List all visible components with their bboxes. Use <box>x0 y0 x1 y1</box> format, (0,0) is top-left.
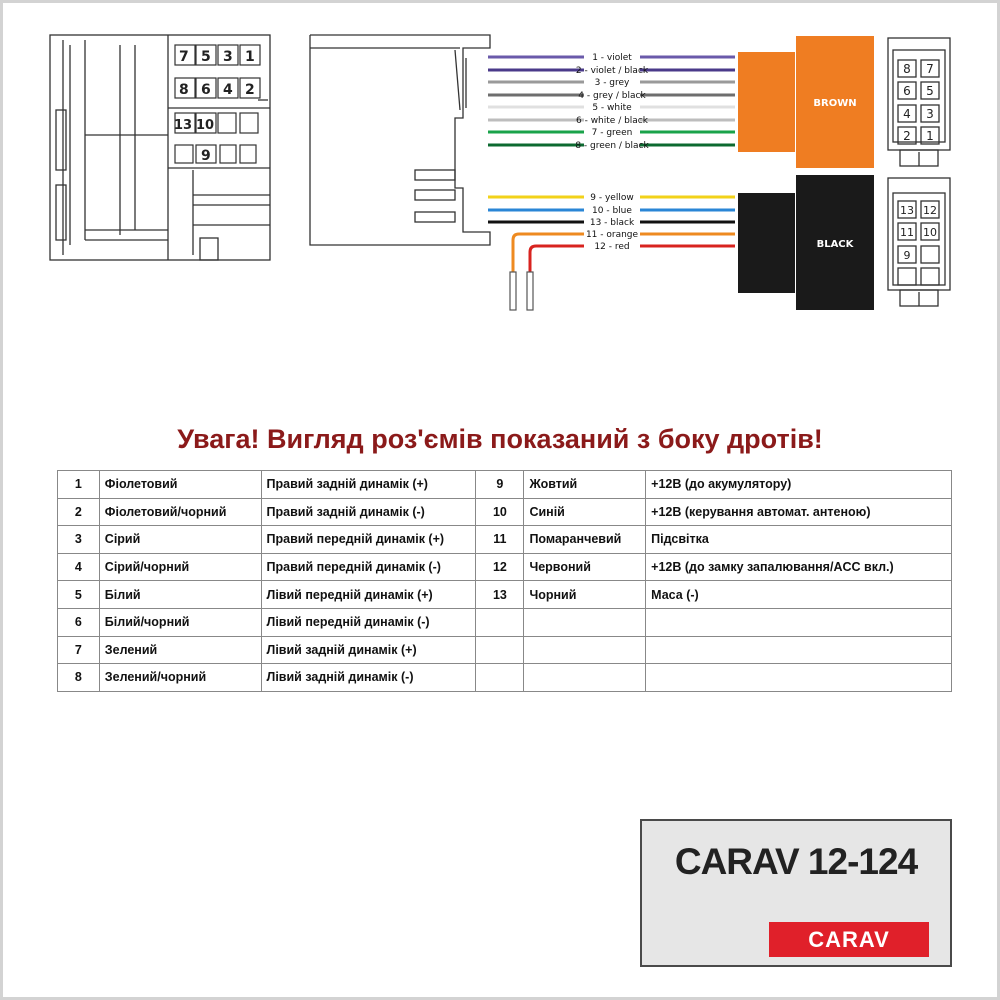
left-pin-13: 13 <box>174 118 193 133</box>
left-pin-3: 3 <box>223 49 233 65</box>
brown-label: BROWN <box>813 98 857 109</box>
left-pin-6: 6 <box>201 82 211 98</box>
wire-label: 4 - grey / black <box>578 91 646 101</box>
wire-label: 6 - white / black <box>576 116 648 126</box>
wire-label: 11 - orange <box>585 230 639 240</box>
wire-label: 3 - grey <box>594 78 630 88</box>
brown-pin-3: 3 <box>926 107 934 121</box>
table-cell <box>524 608 646 636</box>
table-cell <box>524 664 646 692</box>
black-pin-12: 12 <box>923 204 937 217</box>
table-cell: 12 <box>476 553 524 581</box>
black-pin-10: 10 <box>923 226 937 239</box>
table-cell: Правий передній динамік (-) <box>261 553 476 581</box>
wire-label: 8 - green / black <box>575 141 649 151</box>
table-cell: Білий/чорний <box>99 608 261 636</box>
brown-pin-1: 1 <box>926 129 934 143</box>
wire-label: 7 - green <box>591 128 633 138</box>
table-cell: Фіолетовий <box>99 471 261 499</box>
table-cell: Синій <box>524 498 646 526</box>
brown-block-back <box>738 52 795 152</box>
black-pin-9: 9 <box>903 249 911 262</box>
table-cell: Зелений/чорний <box>99 664 261 692</box>
brown-pin-5: 5 <box>926 84 934 98</box>
table-cell: Жовтий <box>524 471 646 499</box>
table-cell: 8 <box>58 664 100 692</box>
warning-title: Увага! Вигляд роз'ємів показаний з боку дротів! <box>177 424 823 454</box>
table-cell: Червоний <box>524 553 646 581</box>
wire-label: 1 - violet <box>592 53 632 63</box>
table-cell: Сірий/чорний <box>99 553 261 581</box>
wire-label: 2 - violet / black <box>575 66 649 76</box>
brown-pin-4: 4 <box>903 107 911 121</box>
table-cell: Лівий задній динамік (+) <box>261 636 476 664</box>
left-pin-9: 9 <box>201 148 211 164</box>
left-pin-10: 10 <box>196 118 215 133</box>
table-row <box>58 636 952 664</box>
table-row <box>58 553 952 581</box>
left-pin-4: 4 <box>223 82 233 98</box>
table-cell <box>476 664 524 692</box>
wire-label: 13 - black <box>589 218 635 228</box>
table-cell <box>476 608 524 636</box>
table-cell: 1 <box>58 471 100 499</box>
table-cell: Лівий задній динамік (-) <box>261 664 476 692</box>
table-row <box>58 498 952 526</box>
brown-pin-2: 2 <box>903 129 911 143</box>
wire-label: 12 - red <box>594 242 630 252</box>
brown-pin-6: 6 <box>903 84 911 98</box>
brand-box <box>640 819 952 967</box>
left-pin-8: 8 <box>179 82 189 98</box>
table-cell: 3 <box>58 526 100 554</box>
left-pin-7: 7 <box>179 49 189 65</box>
wire-terminal <box>527 272 533 310</box>
wire-label: 10 - blue <box>592 206 632 216</box>
brown-pin-7: 7 <box>926 62 934 76</box>
table-cell: Підсвітка <box>646 526 952 554</box>
black-connector-face <box>888 178 950 306</box>
wire-left-segment <box>530 246 584 272</box>
table-cell: Правий задній динамік (+) <box>261 471 476 499</box>
left-pin-1: 1 <box>245 49 255 65</box>
left-pin-5: 5 <box>201 49 211 65</box>
carav-logo: CARAV <box>769 922 929 957</box>
table-row <box>58 664 952 692</box>
table-cell: 5 <box>58 581 100 609</box>
table-row <box>58 608 952 636</box>
table-cell <box>476 636 524 664</box>
table-cell: Маса (-) <box>646 581 952 609</box>
table-row <box>58 581 952 609</box>
brown-connector-face <box>888 38 950 166</box>
wire-left-segment <box>513 234 584 272</box>
wiring-diagram <box>0 0 1000 330</box>
table-cell: 13 <box>476 581 524 609</box>
wire-terminal <box>510 272 516 310</box>
table-cell: Правий задній динамік (-) <box>261 498 476 526</box>
brown-pin-8: 8 <box>903 62 911 76</box>
table-cell: Правий передній динамік (+) <box>261 526 476 554</box>
table-cell: +12В (до замку запалювання/ACC вкл.) <box>646 553 952 581</box>
table-cell <box>524 636 646 664</box>
black-block-back <box>738 193 795 293</box>
connector-side-view <box>310 35 490 245</box>
table-cell: Помаранчевий <box>524 526 646 554</box>
table-cell: 11 <box>476 526 524 554</box>
table-cell: +12В (до акумулятору) <box>646 471 952 499</box>
table-cell: Чорний <box>524 581 646 609</box>
table-cell: Сірий <box>99 526 261 554</box>
table-cell: Лівий передній динамік (-) <box>261 608 476 636</box>
table-cell <box>646 664 952 692</box>
left-pin-2: 2 <box>245 82 255 98</box>
pinout-table <box>57 470 952 692</box>
table-cell: 6 <box>58 608 100 636</box>
table-cell: 10 <box>476 498 524 526</box>
table-cell: Лівий передній динамік (+) <box>261 581 476 609</box>
table-cell: 9 <box>476 471 524 499</box>
iso-connector-outline <box>50 35 270 260</box>
black-label: BLACK <box>816 239 854 250</box>
table-cell: 4 <box>58 553 100 581</box>
table-cell <box>646 636 952 664</box>
table-cell: Зелений <box>99 636 261 664</box>
table-row <box>58 526 952 554</box>
table-cell: Фіолетовий/чорний <box>99 498 261 526</box>
table-cell: 2 <box>58 498 100 526</box>
table-cell: +12В (керування автомат. антеною) <box>646 498 952 526</box>
black-pin-13: 13 <box>900 204 914 217</box>
table-cell <box>646 608 952 636</box>
black-pin-11: 11 <box>900 226 914 239</box>
wire-label: 5 - white <box>592 103 632 113</box>
table-row <box>58 471 952 499</box>
table-cell: Білий <box>99 581 261 609</box>
wire-label: 9 - yellow <box>590 193 634 203</box>
wire-labels <box>575 53 649 252</box>
model-name: CARAV 12-124 <box>674 841 918 882</box>
table-cell: 7 <box>58 636 100 664</box>
